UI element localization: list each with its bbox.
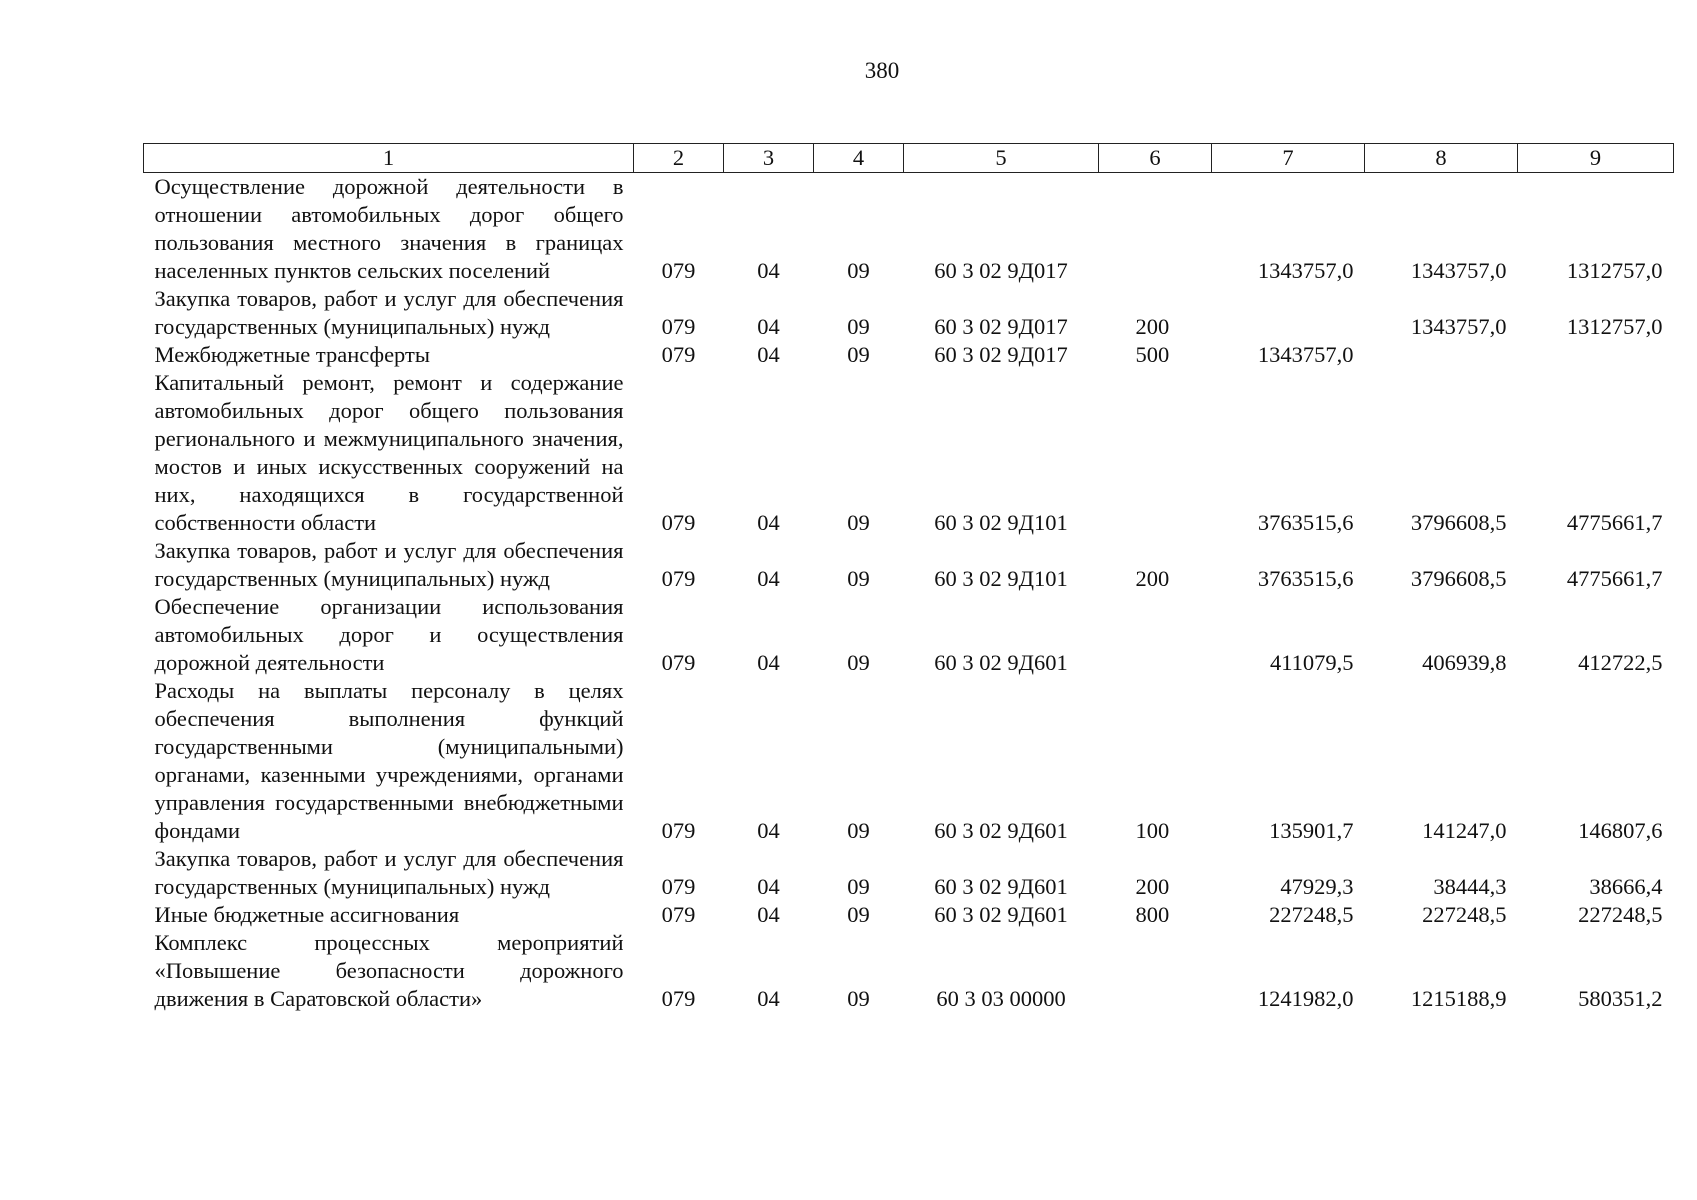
row-value-9: 4775661,7 (1566, 510, 1663, 535)
row-name: Осуществление дорожной деятельности в отношении автомобильных дорог общего пользования местного значения в границах населенных пунктов сельских поселений (154, 174, 624, 283)
row-value-9: 1312757,0 (1566, 314, 1663, 339)
table-row (144, 369, 1674, 537)
row-vr: 200 (1135, 874, 1170, 899)
row-value-7: 3763515,6 (1257, 510, 1354, 535)
row-subsection: 09 (847, 258, 870, 283)
row-value-9: 412722,5 (1578, 650, 1663, 675)
row-subsection: 09 (847, 874, 870, 899)
row-name: Обеспечение организации использования автомобильных дорог и осуществления дорожной деятельности (154, 594, 624, 675)
column-header: 7 (1212, 144, 1365, 173)
row-section: 04 (757, 510, 780, 535)
table-row (144, 677, 1674, 845)
row-value-9: 580351,2 (1578, 986, 1663, 1011)
row-vr (1099, 173, 1212, 286)
row-section: 04 (757, 566, 780, 591)
row-csr: 60 3 02 9Д101 (934, 510, 1068, 535)
row-subsection: 09 (847, 510, 870, 535)
column-header: 2 (634, 144, 724, 173)
header-row (144, 144, 1674, 173)
row-value-9: 146807,6 (1578, 818, 1663, 843)
row-code: 079 (661, 258, 696, 283)
row-code: 079 (661, 566, 696, 591)
table-row (144, 341, 1674, 369)
row-value-8 (1365, 341, 1518, 369)
row-section: 04 (757, 314, 780, 339)
table-row (144, 901, 1674, 929)
row-value-8: 3796608,5 (1410, 510, 1507, 535)
row-subsection: 09 (847, 818, 870, 843)
row-csr: 60 3 02 9Д601 (934, 818, 1068, 843)
row-name: Закупка товаров, работ и услуг для обеспечения государственных (муниципальных) нужд (154, 286, 624, 339)
row-value-9: 4775661,7 (1566, 566, 1663, 591)
row-value-8: 406939,8 (1422, 650, 1507, 675)
column-header: 9 (1518, 144, 1674, 173)
row-csr: 60 3 02 9Д601 (934, 650, 1068, 675)
row-code: 079 (661, 986, 696, 1011)
row-section: 04 (757, 986, 780, 1011)
budget-table (143, 143, 1674, 1013)
page-number: 380 (864, 58, 900, 83)
row-vr (1099, 929, 1212, 1013)
row-code: 079 (661, 902, 696, 927)
table-row (144, 593, 1674, 677)
row-value-8: 141247,0 (1422, 818, 1507, 843)
row-vr: 200 (1135, 566, 1170, 591)
row-vr: 200 (1135, 314, 1170, 339)
row-value-8: 227248,5 (1422, 902, 1507, 927)
row-code: 079 (661, 650, 696, 675)
row-value-7: 227248,5 (1269, 902, 1354, 927)
row-value-8: 38444,3 (1433, 874, 1507, 899)
row-section: 04 (757, 258, 780, 283)
row-subsection: 09 (847, 650, 870, 675)
table-row (144, 285, 1674, 341)
row-subsection: 09 (847, 902, 870, 927)
row-csr: 60 3 02 9Д017 (934, 342, 1068, 367)
row-code: 079 (661, 874, 696, 899)
row-value-9: 227248,5 (1578, 902, 1663, 927)
row-vr: 800 (1135, 902, 1170, 927)
row-subsection: 09 (847, 566, 870, 591)
row-value-7: 135901,7 (1269, 818, 1354, 843)
row-value-9 (1518, 341, 1674, 369)
row-value-9: 38666,4 (1589, 874, 1663, 899)
row-name: Закупка товаров, работ и услуг для обеспечения государственных (муниципальных) нужд (154, 538, 624, 591)
table-row (144, 173, 1674, 286)
row-csr: 60 3 02 9Д017 (934, 258, 1068, 283)
row-name: Закупка товаров, работ и услуг для обеспечения государственных (муниципальных) нужд (154, 846, 624, 899)
row-value-7: 47929,3 (1280, 874, 1354, 899)
row-csr: 60 3 02 9Д601 (934, 874, 1068, 899)
row-value-7: 1241982,0 (1257, 986, 1354, 1011)
row-name: Межбюджетные трансферты (154, 342, 430, 367)
row-csr: 60 3 02 9Д101 (934, 566, 1068, 591)
column-header: 1 (144, 144, 634, 173)
column-header: 8 (1365, 144, 1518, 173)
table-row (144, 537, 1674, 593)
row-name: Комплекс процессных мероприятий «Повышение безопасности дорожного движения в Саратовской области» (154, 930, 624, 1011)
row-value-8: 1343757,0 (1410, 258, 1507, 283)
row-section: 04 (757, 874, 780, 899)
row-code: 079 (661, 314, 696, 339)
row-value-9: 1312757,0 (1566, 258, 1663, 283)
row-name: Иные бюджетные ассигнования (154, 902, 460, 927)
row-subsection: 09 (847, 986, 870, 1011)
row-section: 04 (757, 342, 780, 367)
row-code: 079 (661, 818, 696, 843)
row-csr: 60 3 02 9Д017 (934, 314, 1068, 339)
column-header: 5 (904, 144, 1099, 173)
row-section: 04 (757, 902, 780, 927)
row-csr: 60 3 03 00000 (936, 986, 1066, 1011)
row-code: 079 (661, 342, 696, 367)
row-value-7: 411079,5 (1269, 650, 1354, 675)
row-section: 04 (757, 818, 780, 843)
row-name: Расходы на выплаты персоналу в целях обеспечения выполнения функций государственными (муниципальными) органами, казенными учреждениями, органами управления государственными внебюджетными фондами (154, 678, 624, 843)
column-header: 3 (724, 144, 814, 173)
row-vr (1099, 593, 1212, 677)
row-csr: 60 3 02 9Д601 (934, 902, 1068, 927)
table-row (144, 845, 1674, 901)
row-value-8: 1215188,9 (1410, 986, 1507, 1011)
row-value-7 (1212, 285, 1365, 341)
row-vr: 100 (1135, 818, 1170, 843)
table-row (144, 929, 1674, 1013)
row-value-7: 1343757,0 (1257, 342, 1354, 367)
row-name: Капитальный ремонт, ремонт и содержание автомобильных дорог общего пользования регионального и межмуниципального значения, мостов и иных искусственных сооружений на них, находящихся в государственной собственности области (154, 370, 624, 535)
row-subsection: 09 (847, 314, 870, 339)
row-code: 079 (661, 510, 696, 535)
row-subsection: 09 (847, 342, 870, 367)
row-value-8: 1343757,0 (1410, 314, 1507, 339)
column-header: 6 (1099, 144, 1212, 173)
row-value-8: 3796608,5 (1410, 566, 1507, 591)
row-value-7: 3763515,6 (1257, 566, 1354, 591)
row-value-7: 1343757,0 (1257, 258, 1354, 283)
row-vr: 500 (1135, 342, 1170, 367)
row-section: 04 (757, 650, 780, 675)
column-header: 4 (814, 144, 904, 173)
row-vr (1099, 369, 1212, 537)
